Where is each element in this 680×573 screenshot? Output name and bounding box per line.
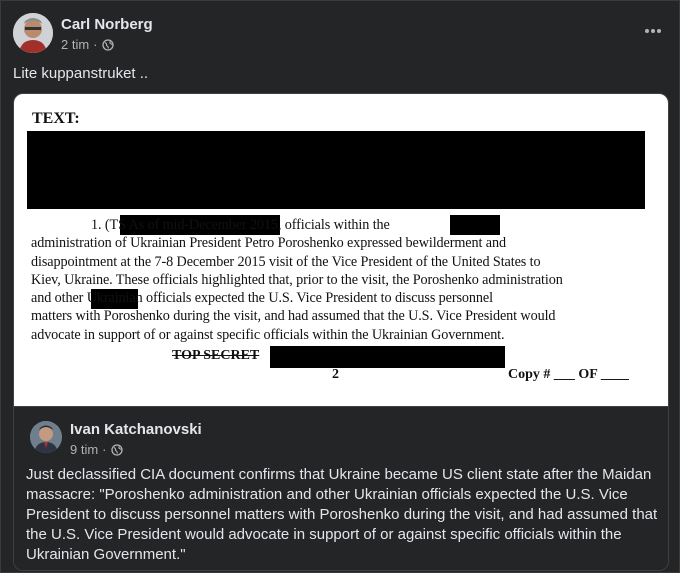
more-options-icon[interactable]: [641, 21, 665, 41]
shared-post-card[interactable]: [13, 93, 669, 571]
copy-line: Copy # ___ OF ____: [508, 367, 629, 382]
shared-timestamp[interactable]: 9 tim: [70, 442, 99, 457]
redaction-block: [270, 346, 505, 368]
post-meta: [61, 37, 114, 52]
meta-separator: ·: [93, 37, 98, 52]
shared-author-avatar[interactable]: [30, 421, 62, 453]
document-line: and other Ukrainian officials expected the U.S. Vice President to discuss personnel: [31, 290, 493, 307]
document-body: [31, 216, 651, 344]
shared-author-name[interactable]: Ivan Katchanovski: [70, 421, 202, 438]
meta-separator: ·: [102, 442, 107, 457]
classification-marking: TOP SECRET: [172, 348, 260, 363]
document-heading: TEXT:: [32, 110, 80, 127]
shared-post-info: [14, 406, 669, 571]
document-line: disappointment at the 7-8 December 2015 visit of the Vice President of the United States to: [31, 253, 541, 270]
redaction-block-top: [27, 131, 645, 209]
author-avatar[interactable]: [13, 13, 53, 53]
post-header: [13, 13, 669, 53]
post-timestamp[interactable]: 2 tim: [61, 37, 90, 52]
post-author-name[interactable]: Carl Norberg: [61, 16, 153, 33]
document-line: Kiev, Ukraine. These officials highlighted that, prior to the visit, the Poroshenko administration: [31, 271, 563, 288]
globe-icon: [111, 444, 123, 456]
document-line: matters with Poroshenko during the visit, and had assumed that the U.S. Vice President would: [31, 308, 556, 325]
document-line: 1. (TS As of mid-December 2015, officials within the: [91, 217, 390, 233]
globe-icon: [102, 39, 114, 51]
document-image[interactable]: [14, 94, 669, 406]
document-line: advocate in support of or against specific officials within the Ukrainian Government.: [31, 326, 505, 343]
document-line: administration of Ukrainian President Petro Poroshenko expressed bewilderment and: [31, 235, 506, 252]
shared-meta: [70, 442, 123, 457]
shared-post-text: Just declassified CIA document confirms that Ukraine became US client state after the Maidan massacre: "Poroshenko administration and other Ukrainian officials expected the U.S. Vice President to discuss personnel matters with Poroshenko during the visit, and had assumed that the U.S. Vice President would advocate in support of or against specific officials within the Ukrainian Government.": [26, 466, 658, 563]
page-number: 2: [332, 367, 339, 382]
post-text: Lite kuppanstruket ..: [13, 65, 149, 82]
